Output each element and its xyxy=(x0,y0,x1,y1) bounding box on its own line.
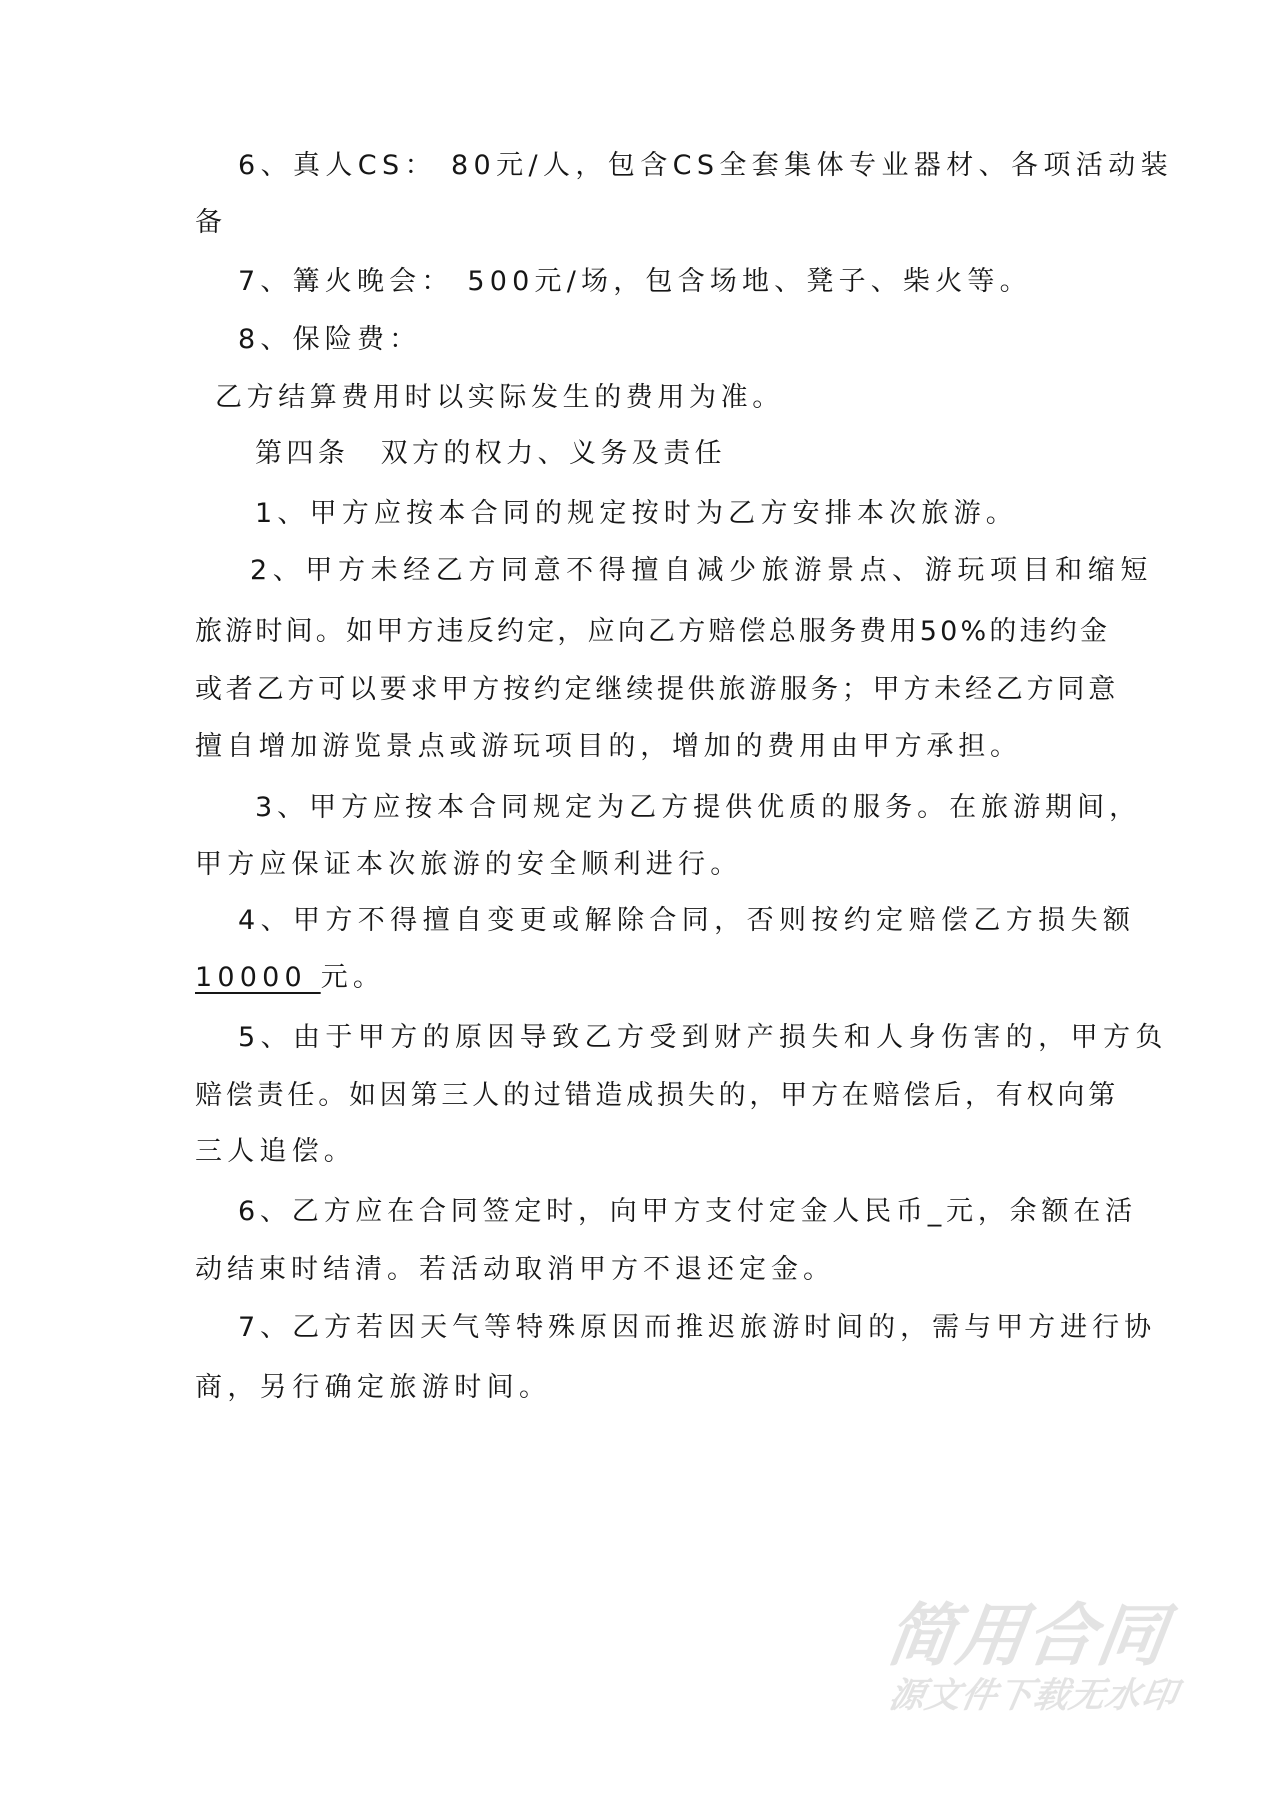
paragraph-line: 8、保险费： xyxy=(238,324,422,355)
paragraph-line: 7、篝火晚会： 500元/场，包含场地、凳子、柴火等。 xyxy=(238,266,1032,297)
compensation-amount: 10000 xyxy=(195,962,321,993)
paragraph-line: 7、乙方若因天气等特殊原因而推迟旅游时间的，需与甲方进行协 xyxy=(238,1312,1157,1343)
paragraph-line: 2、甲方未经乙方同意不得擅自减少旅游景点、游玩项目和缩短 xyxy=(250,555,1153,586)
paragraph-line: 6、乙方应在合同签定时，向甲方支付定金人民币_元，余额在活 xyxy=(238,1196,1137,1227)
paragraph-line xyxy=(195,960,385,996)
paragraph-line: 备 xyxy=(195,207,228,238)
currency-suffix: 元。 xyxy=(320,962,386,993)
paragraph-line: 擅自增加游览景点或游玩项目的，增加的费用由甲方承担。 xyxy=(195,731,1022,762)
paragraph-line: 赔偿责任。如因第三人的过错造成损失的，甲方在赔偿后，有权向第 xyxy=(195,1080,1119,1111)
paragraph-line: 3、甲方应按本合同规定为乙方提供优质的服务。在旅游期间， xyxy=(255,792,1142,823)
watermark-title: 简用合同 xyxy=(881,1597,1173,1676)
paragraph-line: 旅游时间。如甲方违反约定，应向乙方赔偿总服务费用50%的违约金 xyxy=(195,616,1111,647)
paragraph-line: 甲方应保证本次旅游的安全顺利进行。 xyxy=(195,849,743,880)
paragraph-line: 动结束时结清。若活动取消甲方不退还定金。 xyxy=(195,1254,835,1285)
watermark-subtitle: 源文件下载无水印 xyxy=(885,1676,1182,1716)
paragraph-line: 三人追偿。 xyxy=(195,1136,356,1167)
paragraph-line: 5、由于甲方的原因导致乙方受到财产损失和人身伤害的，甲方负 xyxy=(238,1022,1168,1053)
section-heading: 第四条 双方的权力、义务及责任 xyxy=(255,438,726,469)
paragraph-line: 6、真人CS： 80元/人，包含CS全套集体专业器材、各项活动装 xyxy=(238,150,1173,181)
paragraph-line: 乙方结算费用时以实际发生的费用为准。 xyxy=(215,382,784,413)
paragraph-line: 商，另行确定旅游时间。 xyxy=(195,1372,552,1403)
paragraph-line: 或者乙方可以要求甲方按约定继续提供旅游服务；甲方未经乙方同意 xyxy=(195,674,1119,705)
paragraph-line: 1、甲方应按本合同的规定按时为乙方安排本次旅游。 xyxy=(255,498,1018,529)
paragraph-line: 4、甲方不得擅自变更或解除合同，否则按约定赔偿乙方损失额 xyxy=(238,905,1136,936)
